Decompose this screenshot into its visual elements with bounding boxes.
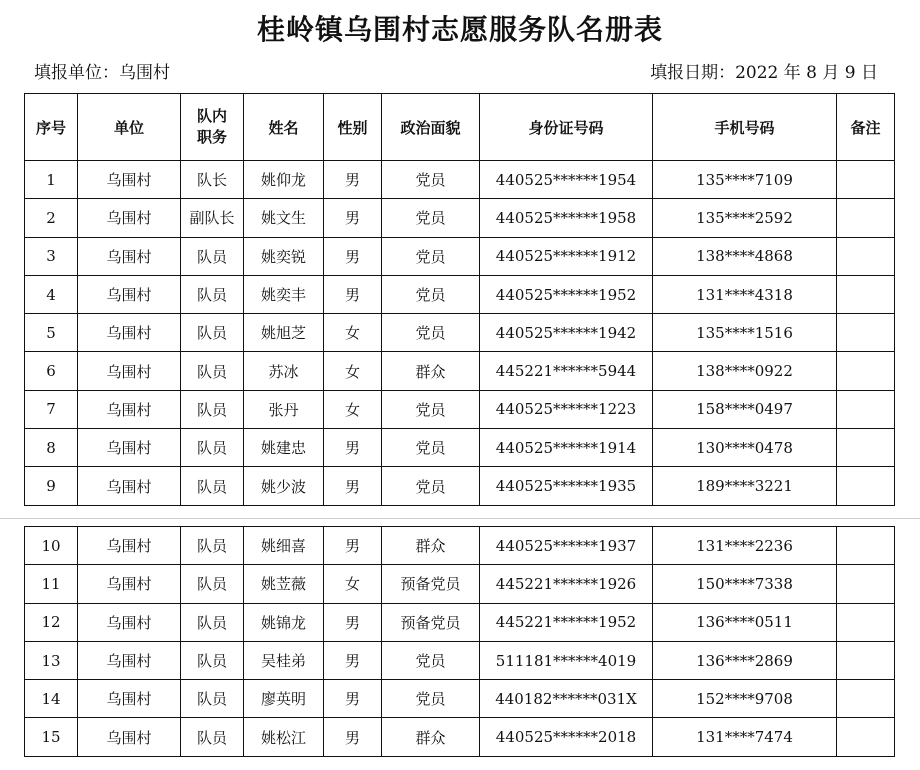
cell-sex: 女	[324, 390, 382, 428]
cell-seq: 12	[25, 603, 78, 641]
cell-phone: 152****9708	[653, 680, 837, 718]
page-divider	[0, 518, 920, 519]
cell-seq: 8	[25, 429, 78, 467]
table-row	[25, 237, 895, 275]
header-seq: 序号	[25, 94, 78, 161]
cell-remarks	[837, 314, 895, 352]
cell-sex: 男	[324, 199, 382, 237]
cell-seq: 14	[25, 680, 78, 718]
cell-seq: 11	[25, 565, 78, 603]
cell-unit: 乌围村	[78, 603, 181, 641]
cell-unit: 乌围村	[78, 565, 181, 603]
cell-role: 队员	[181, 429, 244, 467]
cell-role: 队员	[181, 275, 244, 313]
cell-phone: 131****7474	[653, 718, 837, 756]
cell-role: 队长	[181, 161, 244, 199]
cell-name: 姚奕锐	[244, 237, 324, 275]
table-row	[25, 527, 895, 565]
cell-phone: 130****0478	[653, 429, 837, 467]
cell-sex: 男	[324, 527, 382, 565]
header-phone: 手机号码	[653, 94, 837, 161]
cell-id-number: 440182******031X	[480, 680, 653, 718]
cell-remarks	[837, 718, 895, 756]
cell-sex: 女	[324, 314, 382, 352]
header-sex: 性别	[324, 94, 382, 161]
table-row	[25, 275, 895, 313]
cell-political: 党员	[382, 237, 480, 275]
roster-table-page-1	[24, 93, 895, 506]
table-row	[25, 467, 895, 505]
cell-political: 党员	[382, 641, 480, 679]
cell-unit: 乌围村	[78, 390, 181, 428]
cell-phone: 158****0497	[653, 390, 837, 428]
cell-sex: 男	[324, 718, 382, 756]
cell-seq: 5	[25, 314, 78, 352]
cell-unit: 乌围村	[78, 161, 181, 199]
cell-role: 队员	[181, 603, 244, 641]
cell-name: 姚锦龙	[244, 603, 324, 641]
cell-sex: 男	[324, 641, 382, 679]
cell-sex: 男	[324, 680, 382, 718]
table-row	[25, 565, 895, 603]
table-row	[25, 603, 895, 641]
cell-phone: 138****0922	[653, 352, 837, 390]
cell-id-number: 440525******1912	[480, 237, 653, 275]
header-id-number: 身份证号码	[480, 94, 653, 161]
cell-name: 姚仰龙	[244, 161, 324, 199]
table-row	[25, 199, 895, 237]
cell-id-number: 440525******1223	[480, 390, 653, 428]
cell-remarks	[837, 199, 895, 237]
cell-role: 队员	[181, 314, 244, 352]
cell-seq: 7	[25, 390, 78, 428]
cell-phone: 135****7109	[653, 161, 837, 199]
cell-political: 预备党员	[382, 603, 480, 641]
cell-unit: 乌围村	[78, 527, 181, 565]
cell-remarks	[837, 527, 895, 565]
cell-seq: 13	[25, 641, 78, 679]
cell-id-number: 440525******1958	[480, 199, 653, 237]
cell-phone: 189****3221	[653, 467, 837, 505]
cell-sex: 男	[324, 467, 382, 505]
cell-unit: 乌围村	[78, 237, 181, 275]
cell-name: 姚松江	[244, 718, 324, 756]
cell-id-number: 445221******5944	[480, 352, 653, 390]
cell-phone: 131****4318	[653, 275, 837, 313]
cell-role: 队员	[181, 467, 244, 505]
cell-name: 廖英明	[244, 680, 324, 718]
table-row	[25, 680, 895, 718]
cell-unit: 乌围村	[78, 199, 181, 237]
cell-sex: 男	[324, 161, 382, 199]
cell-remarks	[837, 429, 895, 467]
cell-unit: 乌围村	[78, 718, 181, 756]
cell-name: 姚文生	[244, 199, 324, 237]
cell-seq: 2	[25, 199, 78, 237]
cell-name: 姚旭芝	[244, 314, 324, 352]
cell-unit: 乌围村	[78, 641, 181, 679]
header-role	[181, 94, 244, 161]
cell-remarks	[837, 565, 895, 603]
cell-remarks	[837, 390, 895, 428]
cell-sex: 男	[324, 603, 382, 641]
table-row	[25, 390, 895, 428]
cell-political: 群众	[382, 527, 480, 565]
cell-seq: 10	[25, 527, 78, 565]
cell-political: 党员	[382, 314, 480, 352]
cell-political: 党员	[382, 680, 480, 718]
cell-seq: 3	[25, 237, 78, 275]
cell-role: 队员	[181, 680, 244, 718]
table-row	[25, 314, 895, 352]
cell-id-number: 440525******1937	[480, 527, 653, 565]
header-name: 姓名	[244, 94, 324, 161]
cell-id-number: 440525******1952	[480, 275, 653, 313]
cell-phone: 138****4868	[653, 237, 837, 275]
table-row	[25, 641, 895, 679]
cell-remarks	[837, 352, 895, 390]
cell-name: 姚细喜	[244, 527, 324, 565]
cell-phone: 150****7338	[653, 565, 837, 603]
cell-seq: 1	[25, 161, 78, 199]
cell-seq: 9	[25, 467, 78, 505]
header-political: 政治面貌	[382, 94, 480, 161]
cell-political: 预备党员	[382, 565, 480, 603]
cell-sex: 女	[324, 352, 382, 390]
cell-role: 队员	[181, 641, 244, 679]
cell-unit: 乌围村	[78, 352, 181, 390]
cell-name: 姚少波	[244, 467, 324, 505]
cell-role: 队员	[181, 390, 244, 428]
cell-role: 副队长	[181, 199, 244, 237]
cell-role: 队员	[181, 718, 244, 756]
cell-sex: 男	[324, 237, 382, 275]
cell-role: 队员	[181, 237, 244, 275]
cell-sex: 女	[324, 565, 382, 603]
cell-phone: 136****2869	[653, 641, 837, 679]
cell-phone: 135****1516	[653, 314, 837, 352]
cell-name: 姚苙薇	[244, 565, 324, 603]
cell-remarks	[837, 467, 895, 505]
cell-unit: 乌围村	[78, 275, 181, 313]
reporting-date: 填报日期：2022 年 8 月 9 日	[650, 63, 878, 83]
cell-name: 吴桂弟	[244, 641, 324, 679]
cell-role: 队员	[181, 527, 244, 565]
cell-political: 群众	[382, 718, 480, 756]
table-header-row	[25, 94, 895, 161]
cell-unit: 乌围村	[78, 314, 181, 352]
cell-id-number: 445221******1926	[480, 565, 653, 603]
cell-name: 张丹	[244, 390, 324, 428]
cell-political: 党员	[382, 199, 480, 237]
cell-role: 队员	[181, 565, 244, 603]
cell-unit: 乌围村	[78, 467, 181, 505]
cell-id-number: 440525******2018	[480, 718, 653, 756]
cell-political: 党员	[382, 467, 480, 505]
table-row	[25, 718, 895, 756]
cell-id-number: 511181******4019	[480, 641, 653, 679]
cell-id-number: 440525******1942	[480, 314, 653, 352]
cell-political: 党员	[382, 161, 480, 199]
cell-political: 党员	[382, 390, 480, 428]
cell-remarks	[837, 161, 895, 199]
cell-seq: 4	[25, 275, 78, 313]
cell-id-number: 440525******1935	[480, 467, 653, 505]
table-row	[25, 161, 895, 199]
cell-unit: 乌围村	[78, 680, 181, 718]
cell-id-number: 440525******1914	[480, 429, 653, 467]
cell-remarks	[837, 275, 895, 313]
cell-seq: 6	[25, 352, 78, 390]
cell-phone: 131****2236	[653, 527, 837, 565]
cell-name: 姚建忠	[244, 429, 324, 467]
cell-remarks	[837, 237, 895, 275]
cell-sex: 男	[324, 429, 382, 467]
cell-remarks	[837, 603, 895, 641]
cell-political: 党员	[382, 429, 480, 467]
header-unit: 单位	[78, 94, 181, 161]
table-row	[25, 352, 895, 390]
cell-phone: 136****0511	[653, 603, 837, 641]
header-remarks: 备注	[837, 94, 895, 161]
table-row	[25, 429, 895, 467]
page-title: 桂岭镇乌围村志愿服务队名册表	[256, 13, 663, 46]
cell-remarks	[837, 641, 895, 679]
cell-seq: 15	[25, 718, 78, 756]
cell-remarks	[837, 680, 895, 718]
cell-name: 姚奕丰	[244, 275, 324, 313]
cell-unit: 乌围村	[78, 429, 181, 467]
cell-name: 苏冰	[244, 352, 324, 390]
cell-political: 群众	[382, 352, 480, 390]
cell-phone: 135****2592	[653, 199, 837, 237]
header-role-text: 队内 职务	[196, 107, 227, 146]
cell-political: 党员	[382, 275, 480, 313]
cell-sex: 男	[324, 275, 382, 313]
reporting-unit: 填报单位：乌围村	[34, 63, 170, 83]
cell-id-number: 440525******1954	[480, 161, 653, 199]
cell-role: 队员	[181, 352, 244, 390]
roster-table-page-2	[24, 526, 895, 757]
cell-id-number: 445221******1952	[480, 603, 653, 641]
